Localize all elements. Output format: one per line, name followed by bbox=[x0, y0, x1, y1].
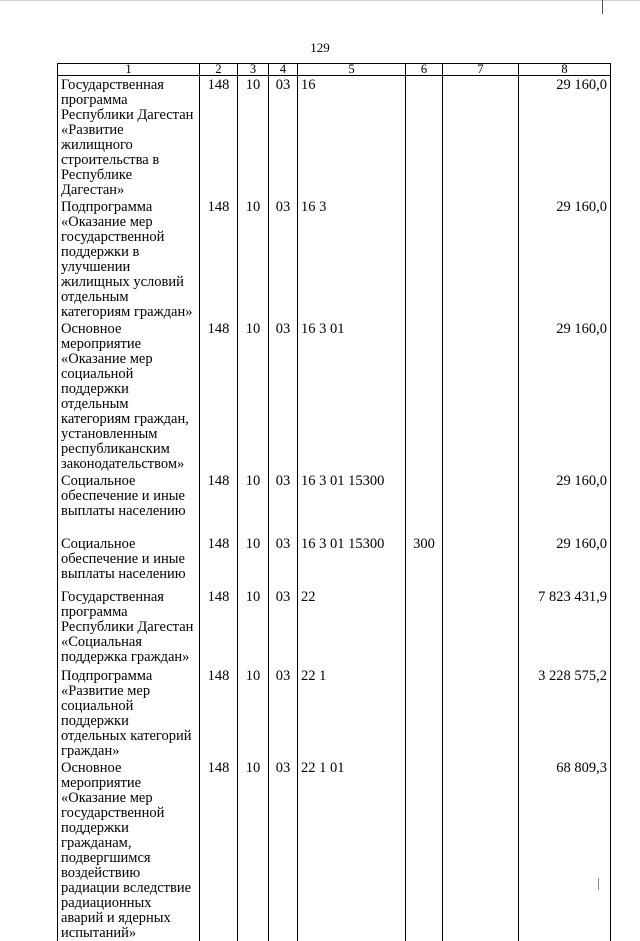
row-section: 10 bbox=[238, 667, 269, 759]
table-row bbox=[58, 759, 611, 941]
scan-artifact-right-tick bbox=[602, 0, 603, 14]
row-expense-type bbox=[406, 76, 443, 199]
row-col-7 bbox=[443, 198, 519, 320]
row-subsection: 03 bbox=[269, 198, 298, 320]
row-target-article: 16 3 01 15300 bbox=[298, 535, 406, 588]
row-target-article: 22 1 01 bbox=[298, 759, 406, 941]
row-section: 10 bbox=[238, 759, 269, 941]
row-expense-type bbox=[406, 667, 443, 759]
row-col-7 bbox=[443, 759, 519, 941]
row-target-article: 22 bbox=[298, 588, 406, 667]
table-row bbox=[58, 320, 611, 472]
row-section: 10 bbox=[238, 588, 269, 667]
row-name: Социальное обеспечение и иные выплаты населению bbox=[58, 472, 200, 535]
row-amount: 29 160,0 bbox=[519, 535, 611, 588]
row-col-7 bbox=[443, 472, 519, 535]
header-col-4: 4 bbox=[269, 64, 298, 76]
row-ministry-code: 148 bbox=[200, 472, 238, 535]
row-expense-type bbox=[406, 320, 443, 472]
row-section: 10 bbox=[238, 76, 269, 199]
row-ministry-code: 148 bbox=[200, 76, 238, 199]
row-expense-type bbox=[406, 198, 443, 320]
header-col-6: 6 bbox=[406, 64, 443, 76]
table-row bbox=[58, 588, 611, 667]
row-col-7 bbox=[443, 667, 519, 759]
row-name: Основное мероприятие «Оказание мер государственной поддержки гражданам, подвергшимся воздействию радиации вследствие радиационных аварий и ядерных испытаний» bbox=[58, 759, 200, 941]
row-amount: 7 823 431,9 bbox=[519, 588, 611, 667]
table-row bbox=[58, 472, 611, 535]
row-section: 10 bbox=[238, 198, 269, 320]
row-section: 10 bbox=[238, 472, 269, 535]
row-col-7 bbox=[443, 535, 519, 588]
row-name: Государственная программа Республики Дагестан «Развитие жилищного строительства в Республике Дагестан» bbox=[58, 76, 200, 199]
row-ministry-code: 148 bbox=[200, 320, 238, 472]
header-col-5: 5 bbox=[298, 64, 406, 76]
row-ministry-code: 148 bbox=[200, 535, 238, 588]
row-target-article: 22 1 bbox=[298, 667, 406, 759]
row-amount: 68 809,3 bbox=[519, 759, 611, 941]
row-expense-type: 300 bbox=[406, 535, 443, 588]
row-amount: 29 160,0 bbox=[519, 472, 611, 535]
header-col-3: 3 bbox=[238, 64, 269, 76]
row-amount: 3 228 575,2 bbox=[519, 667, 611, 759]
row-ministry-code: 148 bbox=[200, 588, 238, 667]
row-target-article: 16 3 bbox=[298, 198, 406, 320]
table-header bbox=[58, 64, 611, 76]
header-col-1: 1 bbox=[58, 64, 200, 76]
row-col-7 bbox=[443, 320, 519, 472]
row-name: Подпрограмма «Оказание мер государственной поддержки в улучшении жилищных условий отдельным категориям граждан» bbox=[58, 198, 200, 320]
row-col-7 bbox=[443, 76, 519, 199]
budget-table bbox=[57, 63, 611, 941]
table-row bbox=[58, 535, 611, 588]
row-target-article: 16 bbox=[298, 76, 406, 199]
row-amount: 29 160,0 bbox=[519, 198, 611, 320]
header-col-7: 7 bbox=[443, 64, 519, 76]
row-ministry-code: 148 bbox=[200, 198, 238, 320]
row-col-7 bbox=[443, 588, 519, 667]
table-row bbox=[58, 76, 611, 199]
row-subsection: 03 bbox=[269, 667, 298, 759]
row-ministry-code: 148 bbox=[200, 759, 238, 941]
row-subsection: 03 bbox=[269, 76, 298, 199]
row-expense-type bbox=[406, 472, 443, 535]
row-subsection: 03 bbox=[269, 759, 298, 941]
scan-artifact-bottom-tick bbox=[598, 878, 599, 890]
row-subsection: 03 bbox=[269, 588, 298, 667]
row-amount: 29 160,0 bbox=[519, 320, 611, 472]
row-name: Социальное обеспечение и иные выплаты населению bbox=[58, 535, 200, 588]
row-expense-type bbox=[406, 588, 443, 667]
header-col-8: 8 bbox=[519, 64, 611, 76]
row-target-article: 16 3 01 bbox=[298, 320, 406, 472]
row-section: 10 bbox=[238, 535, 269, 588]
table-row bbox=[58, 667, 611, 759]
header-col-2: 2 bbox=[200, 64, 238, 76]
row-subsection: 03 bbox=[269, 472, 298, 535]
row-ministry-code: 148 bbox=[200, 667, 238, 759]
row-section: 10 bbox=[238, 320, 269, 472]
page-number: 129 bbox=[310, 40, 330, 55]
scan-artifact-top-line bbox=[0, 0, 640, 1]
row-target-article: 16 3 01 15300 bbox=[298, 472, 406, 535]
row-name: Основное мероприятие «Оказание мер социальной поддержки отдельным категориям граждан, установленным республиканским законодательством» bbox=[58, 320, 200, 472]
row-name: Подпрограмма «Развитие мер социальной поддержки отдельных категорий граждан» bbox=[58, 667, 200, 759]
row-subsection: 03 bbox=[269, 535, 298, 588]
row-amount: 29 160,0 bbox=[519, 76, 611, 199]
row-subsection: 03 bbox=[269, 320, 298, 472]
table-row bbox=[58, 198, 611, 320]
row-name: Государственная программа Республики Дагестан «Социальная поддержка граждан» bbox=[58, 588, 200, 667]
row-expense-type bbox=[406, 759, 443, 941]
